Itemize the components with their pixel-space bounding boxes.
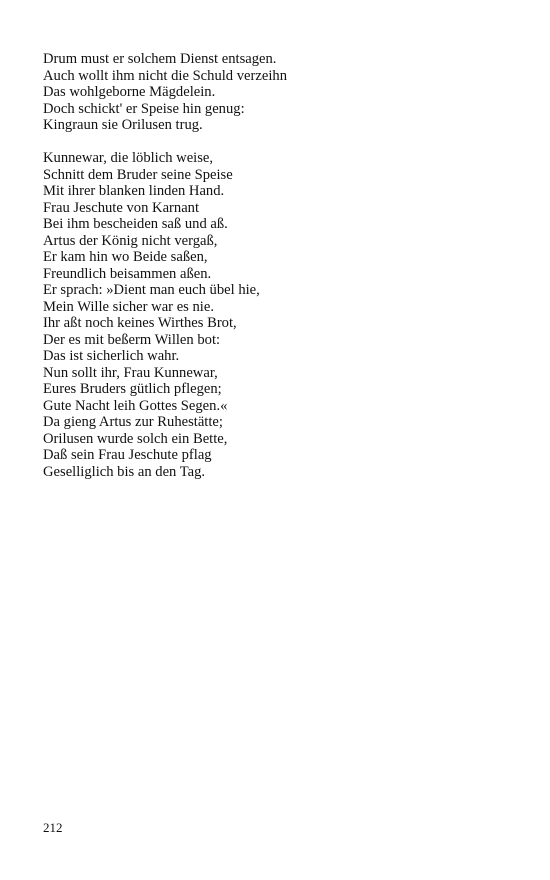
poem-text bbox=[43, 51, 513, 497]
verse-line: Nun sollt ihr, Frau Kunnewar, bbox=[43, 364, 218, 381]
stanza-1 bbox=[43, 51, 513, 134]
verse-line: Artus der König nicht vergaß, bbox=[43, 232, 218, 249]
verse-line: Ihr aßt noch keines Wirthes Brot, bbox=[43, 315, 237, 331]
verse-line: Kingraun sie Orilusen trug. bbox=[43, 117, 203, 133]
verse-line: Daß sein Frau Jeschute pflag bbox=[43, 447, 212, 463]
verse-line: Mit ihrer blanken linden Hand. bbox=[43, 183, 225, 199]
verse-line: Eures Bruders gütlich pflegen; bbox=[43, 381, 222, 397]
verse-line: Auch wollt ihm nicht die Schuld verzeihn bbox=[43, 67, 287, 84]
page-number: 212 bbox=[43, 820, 63, 835]
verse-line: Drum must er solchem Dienst entsagen. bbox=[43, 51, 277, 67]
verse-line: Das wohlgeborne Mägdelein. bbox=[43, 84, 216, 100]
verse-line: Mein Wille sicher war es nie. bbox=[43, 298, 214, 315]
verse-line: Doch schickt' er Speise hin genug: bbox=[43, 100, 245, 117]
verse-line: Das ist sicherlich wahr. bbox=[43, 348, 180, 364]
verse-line: Geselliglich bis an den Tag. bbox=[43, 463, 206, 480]
verse-line: Da gieng Artus zur Ruhestätte; bbox=[43, 414, 223, 430]
stanza-2 bbox=[43, 150, 513, 480]
verse-line: Bei ihm bescheiden saß und aß. bbox=[43, 216, 228, 232]
verse-line: Schnitt dem Bruder seine Speise bbox=[43, 166, 233, 183]
verse-line: Er sprach: »Dient man euch übel hie, bbox=[43, 282, 260, 298]
verse-line: Gute Nacht leih Gottes Segen.« bbox=[43, 397, 228, 414]
verse-line: Der es mit beßerm Willen bot: bbox=[43, 331, 221, 348]
verse-line: Er kam hin wo Beide saßen, bbox=[43, 249, 208, 265]
verse-line: Kunnewar, die löblich weise, bbox=[43, 150, 214, 166]
verse-line: Freundlich beisammen aßen. bbox=[43, 265, 212, 282]
verse-line: Frau Jeschute von Karnant bbox=[43, 199, 200, 216]
verse-line: Orilusen wurde solch ein Bette, bbox=[43, 430, 228, 447]
